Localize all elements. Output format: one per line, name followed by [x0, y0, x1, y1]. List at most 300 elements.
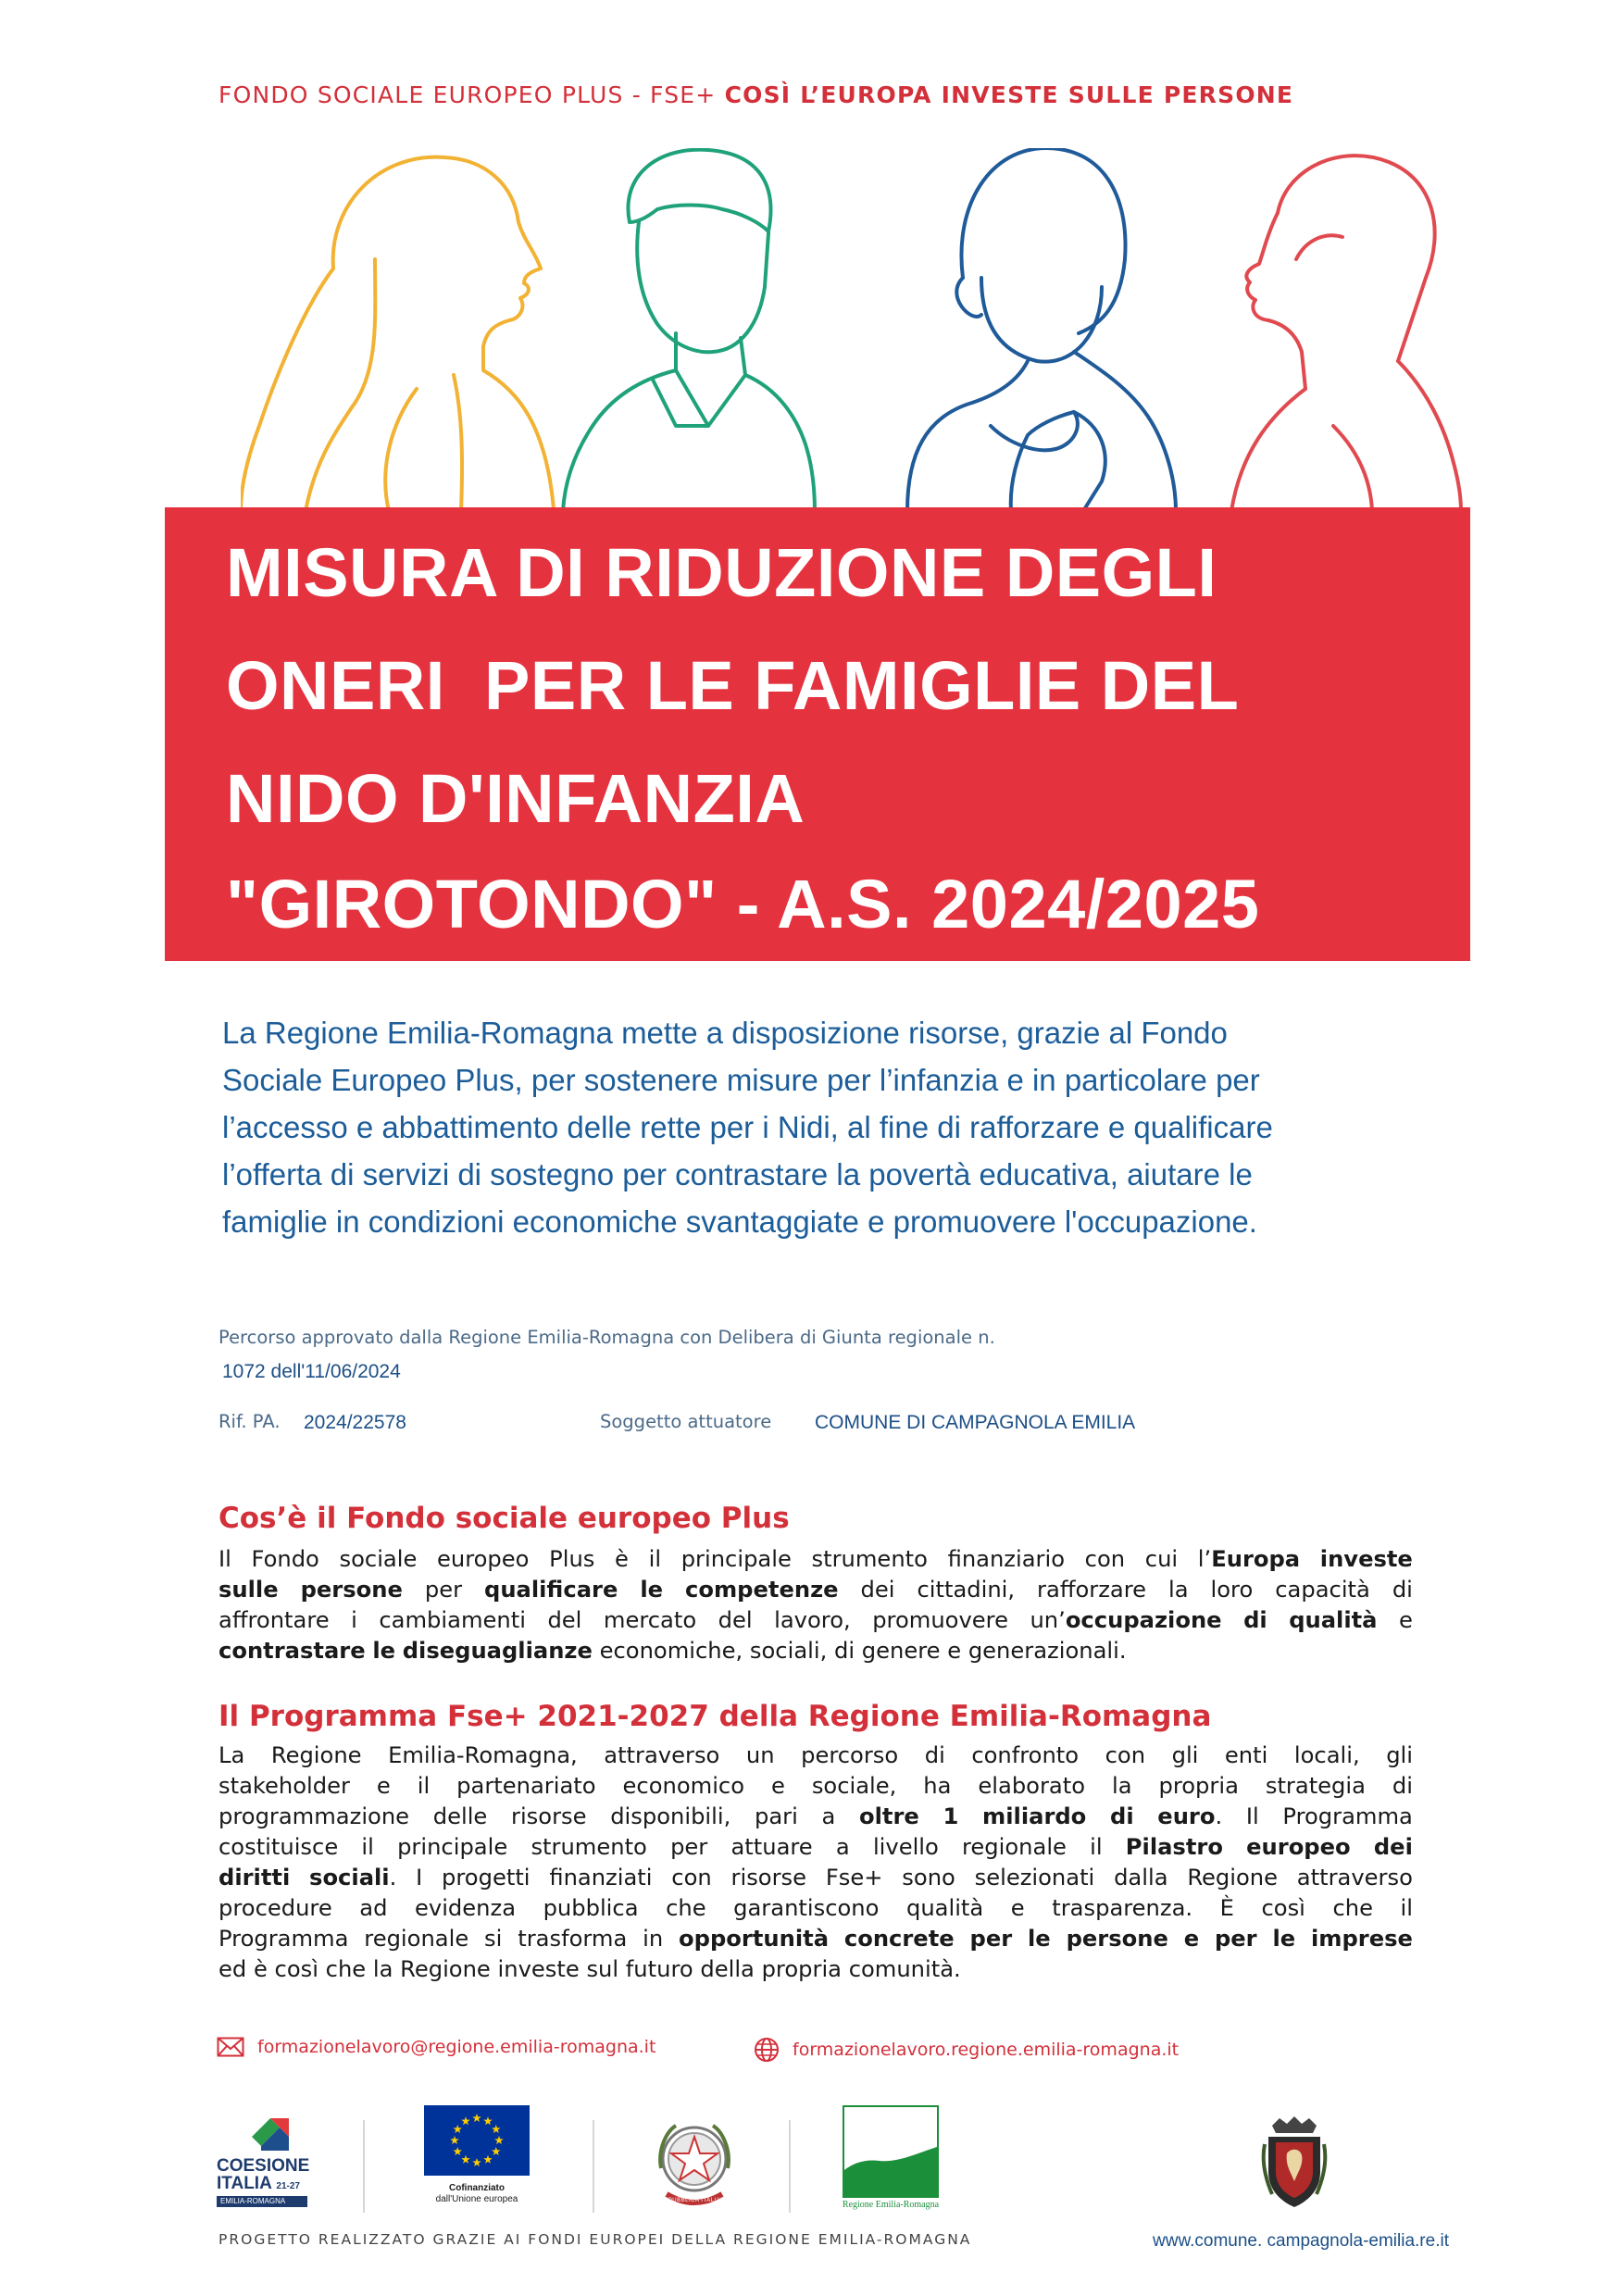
word	[771, 1771, 785, 1802]
text: delle	[432, 1803, 488, 1829]
title-line-4: "GIROTONDO" - A.S. 2024/2025	[226, 866, 1260, 942]
title-line-2: ONERI PER LE FAMIGLIE DEL	[226, 647, 1240, 724]
text: cambiamenti	[379, 1607, 526, 1633]
word	[649, 1544, 661, 1575]
word	[1090, 1832, 1102, 1863]
text: con	[1105, 1742, 1146, 1768]
bold-text: le	[1028, 1926, 1051, 1952]
text: che	[1332, 1895, 1373, 1921]
word	[947, 1636, 968, 1666]
word	[1114, 1863, 1167, 1893]
people-illustration	[241, 148, 1463, 518]
word	[1028, 1924, 1051, 1954]
bold-text: di	[1110, 1803, 1134, 1829]
regione-text: Regione Emilia-Romagna	[842, 2200, 940, 2210]
text: di	[924, 1742, 945, 1768]
word	[604, 1605, 696, 1636]
word	[1297, 1863, 1413, 1893]
word	[948, 1544, 1065, 1575]
word	[968, 1636, 1127, 1666]
word	[1067, 1924, 1168, 1954]
word	[1275, 1575, 1370, 1605]
word	[218, 1544, 231, 1575]
title-line-3: NIDO D'INFANZIA	[226, 760, 805, 837]
word	[746, 1741, 775, 1771]
text: gli	[1171, 1742, 1199, 1768]
word	[1158, 1771, 1238, 1802]
bold-text: contrastare	[218, 1638, 366, 1664]
email-contact[interactable]	[217, 2037, 655, 2057]
email-link[interactable]: formazionelavoro@regione.emilia-romagna.it	[257, 2037, 656, 2057]
text: dei	[860, 1577, 895, 1603]
word	[1168, 1575, 1189, 1605]
text: promuovere	[872, 1607, 1008, 1633]
word	[1392, 1575, 1413, 1605]
text: mercato	[603, 1607, 697, 1633]
word	[1184, 1924, 1199, 1954]
word	[416, 1863, 422, 1893]
bold-text: qualificare	[484, 1577, 618, 1603]
word	[547, 1605, 581, 1636]
word	[301, 1575, 403, 1605]
word	[543, 1893, 639, 1924]
text: del	[718, 1607, 753, 1633]
word	[600, 1636, 750, 1666]
approval-label: Percorso approvato dalla Regione Emilia-Romagna con Delibera di Giunta regionale n.	[218, 1327, 995, 1348]
text: Il	[218, 1546, 231, 1572]
repubblica-text: REPUBBLICA ITALIANA	[659, 2198, 730, 2203]
word	[364, 1924, 468, 1954]
text: genere	[861, 1638, 941, 1664]
bold-text: euro	[1157, 1803, 1216, 1829]
text: trasparenza.	[1052, 1895, 1193, 1921]
coesione-mark-icon	[243, 2109, 298, 2155]
word	[822, 1802, 836, 1832]
paragraph-line	[218, 1802, 1413, 1832]
text: risorse	[730, 1865, 807, 1890]
text: comunità.	[848, 1956, 961, 1982]
text: selezionati	[974, 1865, 1095, 1890]
word	[925, 1741, 945, 1771]
word	[623, 1771, 744, 1802]
word	[762, 1954, 849, 1985]
text: così	[1261, 1895, 1305, 1921]
word	[626, 1954, 701, 1985]
word	[862, 1636, 947, 1666]
word	[943, 1802, 959, 1832]
text: confronto	[971, 1742, 1080, 1768]
text: propria	[1158, 1773, 1239, 1799]
eu-flag-icon	[424, 2105, 530, 2176]
text: trasforma	[518, 1926, 628, 1952]
text: pubblica	[543, 1895, 639, 1921]
text: cittadini,	[917, 1577, 1016, 1603]
text: e	[1010, 1895, 1025, 1921]
word	[1052, 1893, 1192, 1924]
word	[359, 1893, 387, 1924]
word	[859, 1802, 919, 1832]
word	[351, 1605, 357, 1636]
paragraph-line	[218, 1741, 1413, 1771]
text: regionale	[364, 1926, 469, 1952]
word	[442, 1863, 531, 1893]
bold-text: diseguaglianze	[402, 1638, 593, 1664]
word	[902, 1863, 955, 1893]
word	[1037, 1575, 1146, 1605]
text: futuro	[625, 1956, 693, 1982]
text: l’	[1197, 1546, 1212, 1572]
text: percorso	[801, 1742, 899, 1768]
text: sul	[586, 1956, 619, 1982]
text: economico	[622, 1773, 745, 1799]
word	[326, 1954, 373, 1985]
word	[730, 1832, 812, 1863]
paragraph-line	[218, 1893, 1413, 1924]
word	[372, 1636, 402, 1666]
text: strumento	[531, 1834, 647, 1860]
word	[844, 1924, 955, 1954]
word	[1289, 1605, 1377, 1636]
text: investe	[497, 1956, 580, 1982]
text: il	[1090, 1834, 1103, 1860]
word	[518, 1924, 627, 1954]
word	[982, 1802, 1086, 1832]
word	[218, 1802, 409, 1832]
section1-body	[218, 1544, 1413, 1666]
word	[1145, 1544, 1178, 1575]
word	[456, 1771, 595, 1802]
text: di	[1392, 1577, 1413, 1603]
bold-text: sociali	[309, 1865, 390, 1890]
text: si	[484, 1926, 503, 1952]
text: il	[648, 1546, 662, 1572]
regione-emilia-romagna-logo	[843, 2105, 941, 2216]
text: capacità	[1275, 1577, 1370, 1603]
tagline-bold: COSÌ L’EUROPA INVESTE SULLE PERSONE	[724, 81, 1294, 108]
word	[1126, 1832, 1223, 1863]
word	[1294, 1741, 1360, 1771]
website-link[interactable]: formazionelavoro.regione.emilia-romagna.it	[793, 2040, 1180, 2060]
text: disponibili,	[610, 1803, 731, 1829]
section2-title: Il Programma Fse+ 2021-2027 della Regione Emilia-Romagna	[218, 1700, 1212, 1733]
paragraph-line	[218, 1636, 1413, 1666]
text: sociale,	[811, 1773, 897, 1799]
word	[917, 1575, 1015, 1605]
bold-text: investe	[1319, 1546, 1413, 1572]
word	[640, 1575, 663, 1605]
word	[549, 1863, 652, 1893]
text: Programma	[218, 1926, 349, 1952]
globe-icon	[754, 2037, 780, 2063]
word	[812, 1544, 928, 1575]
text: Regione	[270, 1742, 362, 1768]
word	[361, 1832, 373, 1863]
title-line-1: MISURA DI RIDUZIONE DEGLI	[226, 534, 1217, 611]
bold-text: sulle	[218, 1577, 279, 1603]
delibera-value: 1072 dell'11/06/2024	[222, 1361, 401, 1382]
word	[718, 1605, 753, 1636]
text: Regione	[1187, 1865, 1278, 1890]
word	[377, 1771, 391, 1802]
text: rafforzare	[1037, 1577, 1147, 1603]
bold-text: imprese	[1311, 1926, 1413, 1952]
word	[340, 1544, 418, 1575]
word	[604, 1741, 719, 1771]
text: Programma	[1282, 1803, 1413, 1829]
word	[970, 1924, 1013, 1954]
text: strumento	[811, 1546, 928, 1572]
blue-figure	[907, 148, 1176, 511]
text: Fse+	[825, 1865, 883, 1890]
word	[218, 1832, 338, 1863]
word	[218, 1771, 350, 1802]
word	[218, 1924, 348, 1954]
word	[1172, 1741, 1199, 1771]
word	[425, 1575, 462, 1605]
text: principale	[397, 1834, 508, 1860]
word	[275, 1954, 326, 1985]
text: che	[325, 1956, 367, 1982]
text: finanziario	[947, 1546, 1066, 1572]
bold-text: di	[1243, 1607, 1267, 1633]
word	[1187, 1863, 1278, 1893]
municipal-site-link[interactable]: www.comune. campagnola-emilia.re.it	[1153, 2231, 1449, 2251]
section1-title: Cos’è il Fondo sociale europeo Plus	[218, 1502, 790, 1535]
text: di	[1392, 1773, 1413, 1799]
text: per	[424, 1577, 463, 1603]
text: attuare	[730, 1834, 813, 1860]
word	[971, 1741, 1079, 1771]
bold-text: le	[640, 1577, 664, 1603]
text: evidenza	[415, 1895, 517, 1921]
word	[872, 1605, 1008, 1636]
text: ad	[359, 1895, 388, 1921]
word	[1246, 1802, 1259, 1832]
word	[849, 1954, 961, 1985]
text: così	[274, 1956, 318, 1982]
word	[873, 1832, 939, 1863]
text: attraverso	[1296, 1865, 1413, 1890]
word	[1225, 1741, 1267, 1771]
text: strategia	[1265, 1773, 1366, 1799]
bold-text: 1	[943, 1803, 959, 1829]
word	[1105, 1741, 1145, 1771]
repubblica-italiana-emblem	[648, 2113, 741, 2215]
word	[1392, 1771, 1413, 1802]
text: .	[389, 1865, 397, 1890]
text: La	[218, 1742, 245, 1768]
text: stakeholder	[218, 1773, 350, 1799]
text: affrontare	[218, 1607, 330, 1633]
text: un’	[1030, 1607, 1066, 1633]
text: a	[821, 1803, 836, 1829]
coesione-years: 21-27	[276, 2181, 300, 2191]
logo-divider	[789, 2120, 791, 2213]
word	[437, 1544, 529, 1575]
word	[1243, 1605, 1267, 1636]
word	[403, 1636, 600, 1666]
word	[218, 1636, 372, 1666]
bold-text: competenze	[685, 1577, 839, 1603]
eu-caption-2: dall'Unione europea	[435, 2194, 518, 2204]
bold-text: concrete	[843, 1926, 955, 1952]
text: la	[1168, 1577, 1189, 1603]
text: Emilia-Romagna,	[388, 1742, 578, 1768]
paragraph-line	[218, 1832, 1413, 1863]
word	[1401, 1893, 1413, 1924]
word	[388, 1741, 578, 1771]
intro-line: l’offerta di servizi di sostegno per contrastare la povertà educativa, aiutare le	[222, 1157, 1253, 1192]
paragraph-line	[218, 1544, 1413, 1575]
word	[1215, 1924, 1257, 1954]
word	[679, 1924, 829, 1954]
text: dalla	[1114, 1865, 1168, 1890]
word	[1374, 1832, 1413, 1863]
text: .	[1215, 1803, 1223, 1829]
text: livello	[872, 1834, 939, 1860]
text: e	[947, 1638, 962, 1664]
text: gli	[1386, 1742, 1413, 1768]
text: il	[361, 1834, 374, 1860]
word	[975, 1863, 1095, 1893]
text: ed	[218, 1956, 247, 1982]
text: finanziati	[549, 1865, 653, 1890]
text: è	[253, 1956, 268, 1982]
regione-flag-icon	[843, 2105, 939, 2198]
word	[1311, 1924, 1413, 1954]
word	[1246, 1832, 1351, 1863]
text: sociali,	[749, 1638, 828, 1664]
word	[1211, 1575, 1254, 1605]
text: ha	[923, 1773, 952, 1799]
word	[218, 1741, 244, 1771]
soggetto-value: COMUNE DI CAMPAGNOLA EMILIA	[815, 1412, 1136, 1433]
envelope-icon	[217, 2037, 244, 2057]
word	[218, 1954, 254, 1985]
tagline-regular: FONDO SOCIALE EUROPEO PLUS - FSE+	[218, 81, 717, 108]
coesione-band: EMILIA-ROMAGNA	[217, 2196, 307, 2207]
eu-caption-1: Cofinanziato	[449, 2183, 505, 2193]
text: enti	[1224, 1742, 1268, 1768]
bold-text: le	[372, 1638, 396, 1664]
bold-text: qualità	[1289, 1607, 1378, 1633]
website-contact[interactable]	[754, 2037, 1179, 2063]
word	[586, 1954, 625, 1985]
bold-text: le	[1272, 1926, 1296, 1952]
word	[218, 1893, 332, 1924]
intro-line: l’accesso e abbattimento delle rette per i Nidi, al fine di rafforzare e qualificare	[222, 1110, 1273, 1144]
word	[834, 1636, 862, 1666]
word	[511, 1802, 587, 1832]
word	[750, 1636, 834, 1666]
word	[685, 1575, 839, 1605]
bold-text: per	[969, 1926, 1013, 1952]
text: con	[671, 1865, 712, 1890]
bold-text: europeo	[1246, 1834, 1351, 1860]
text: per	[670, 1834, 708, 1860]
word	[1085, 1544, 1125, 1575]
word	[1011, 1893, 1025, 1924]
bold-text: opportunità	[679, 1926, 830, 1952]
word	[379, 1605, 526, 1636]
green-figure	[563, 150, 815, 511]
bold-text: persone	[300, 1577, 403, 1603]
title-banner	[165, 507, 1470, 961]
paragraph-line	[218, 1863, 1413, 1893]
word	[1266, 1771, 1366, 1802]
text: di	[833, 1638, 855, 1664]
word	[1198, 1544, 1300, 1575]
word	[218, 1863, 290, 1893]
word	[906, 1893, 983, 1924]
bold-text: e	[1183, 1926, 1200, 1952]
eu-logo	[424, 2105, 535, 2216]
word	[1112, 1771, 1132, 1802]
word	[484, 1924, 502, 1954]
paragraph-line	[218, 1924, 1413, 1954]
text: principale	[680, 1546, 792, 1572]
word	[433, 1802, 488, 1832]
bold-text: Pilastro	[1125, 1834, 1223, 1860]
word	[271, 1741, 362, 1771]
word	[218, 1605, 330, 1636]
text: partenariato	[456, 1773, 596, 1799]
text: è	[615, 1546, 629, 1572]
word	[549, 1544, 594, 1575]
word	[418, 1771, 430, 1802]
word	[254, 1954, 275, 1985]
bold-text: persone	[1066, 1926, 1168, 1952]
text: I	[416, 1865, 423, 1890]
word	[978, 1771, 1085, 1802]
text: loro	[1210, 1577, 1254, 1603]
text: locali,	[1293, 1742, 1360, 1768]
text: programmazione	[218, 1803, 410, 1829]
rif-value: 2024/22578	[304, 1412, 406, 1433]
text: costituisce	[218, 1834, 339, 1860]
intro-line: Sociale Europeo Plus, per sostenere misure per l’infanzia e in particolare per	[222, 1063, 1260, 1097]
intro-paragraph	[222, 1009, 1426, 1245]
paragraph-line	[218, 1575, 1413, 1605]
text: È	[1219, 1895, 1234, 1921]
paragraph-line	[218, 1954, 1413, 1985]
text: lavoro,	[774, 1607, 851, 1633]
word	[681, 1544, 792, 1575]
section2-body	[218, 1741, 1413, 1985]
text: i	[351, 1607, 357, 1633]
word	[309, 1863, 396, 1893]
intro-line: La Regione Emilia-Romagna mette a disposizione risorse, grazie al Fondo	[222, 1016, 1228, 1050]
text: generazionali.	[968, 1638, 1127, 1664]
word	[1272, 1924, 1295, 1954]
word	[755, 1802, 798, 1832]
word	[610, 1802, 730, 1832]
word	[923, 1771, 951, 1802]
bold-text: occupazione	[1065, 1607, 1222, 1633]
word	[861, 1575, 895, 1605]
word	[218, 1575, 279, 1605]
text: pari	[754, 1803, 798, 1829]
word	[373, 1954, 400, 1985]
word	[733, 1893, 879, 1924]
text: cui	[1144, 1546, 1179, 1572]
text: attraverso	[604, 1742, 720, 1768]
text: con	[1084, 1546, 1126, 1572]
word	[670, 1832, 707, 1863]
campagnola-coat-of-arms	[1261, 2116, 1328, 2209]
text: progetti	[442, 1865, 531, 1890]
paragraph-line	[218, 1771, 1413, 1802]
